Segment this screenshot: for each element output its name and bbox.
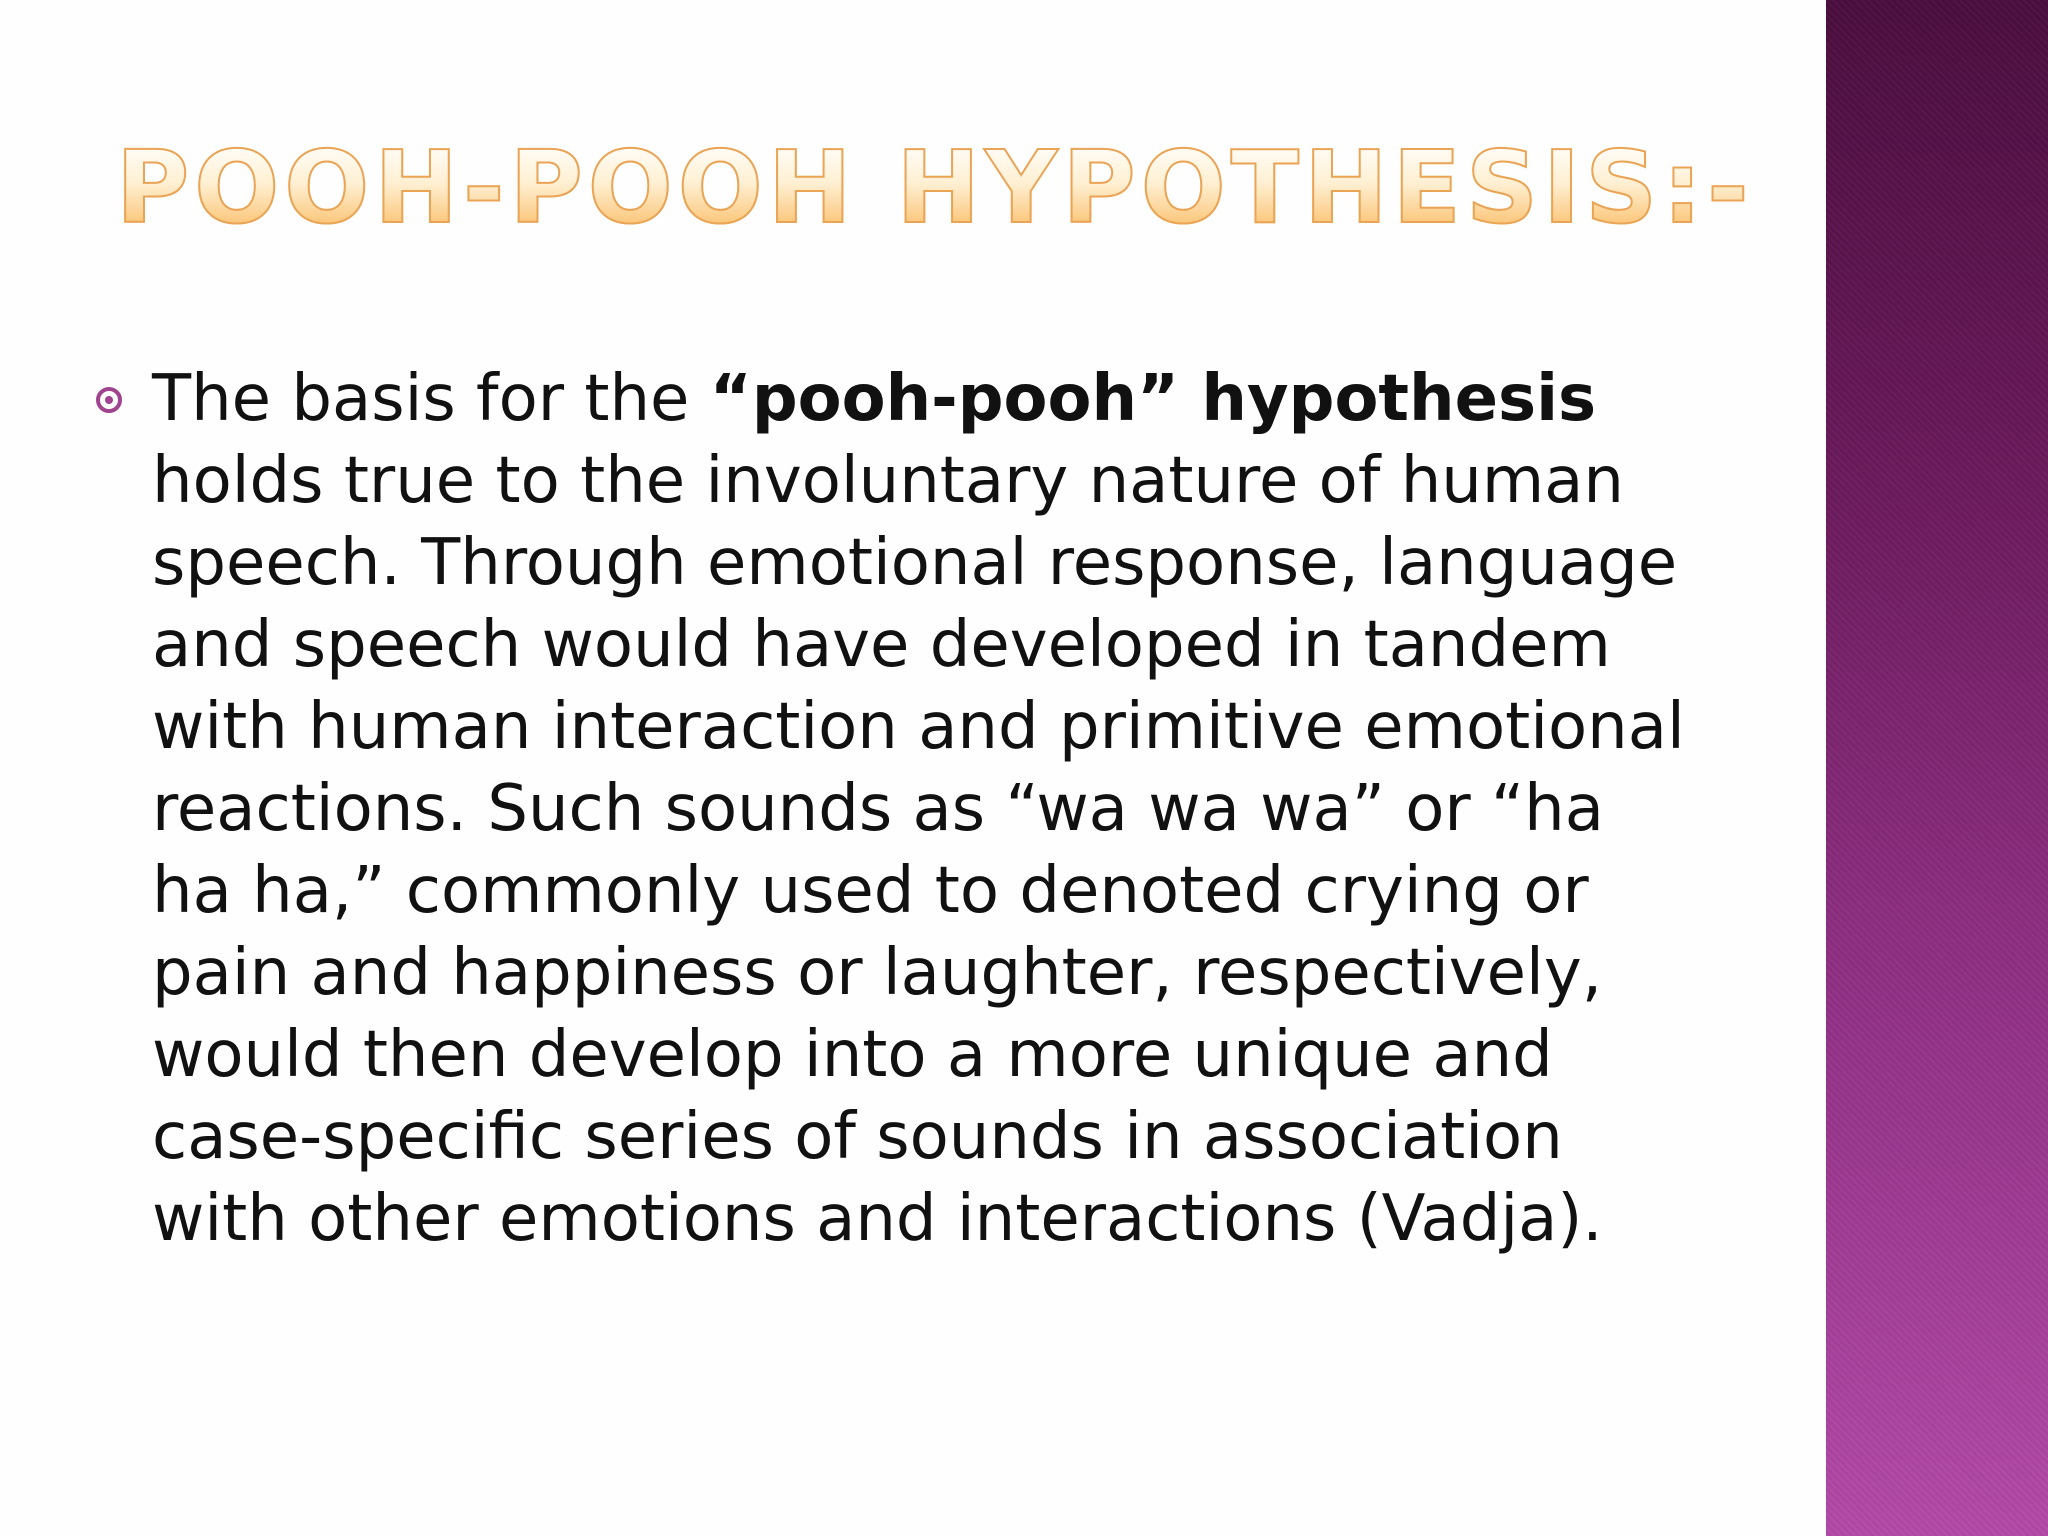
bullet-emphasis-text: “pooh-pooh” hypothesis: [709, 362, 1597, 436]
slide-title: POOH-POOH HYPOTHESIS:-: [116, 129, 1754, 246]
circle-bullet-icon: [96, 387, 122, 413]
bullet-item: [90, 358, 1690, 1260]
bullet-lead-text: The basis for the: [152, 362, 710, 436]
bullet-list: [90, 358, 1690, 1260]
decorative-side-band: [1826, 0, 2048, 1536]
bullet-body-text: holds true to the involuntary nature of human speech. Through emotional response, language and speech would have developed in tandem with human interaction and primitive emotional reactions. Such sounds as “wa wa wa” or “ha ha ha,” commonly used to denoted crying or pain and happiness or laughter, respectively, would then develop into a more unique and case-specific series of sounds in association with other emotions and interactions (Vadja).: [152, 444, 1685, 1256]
